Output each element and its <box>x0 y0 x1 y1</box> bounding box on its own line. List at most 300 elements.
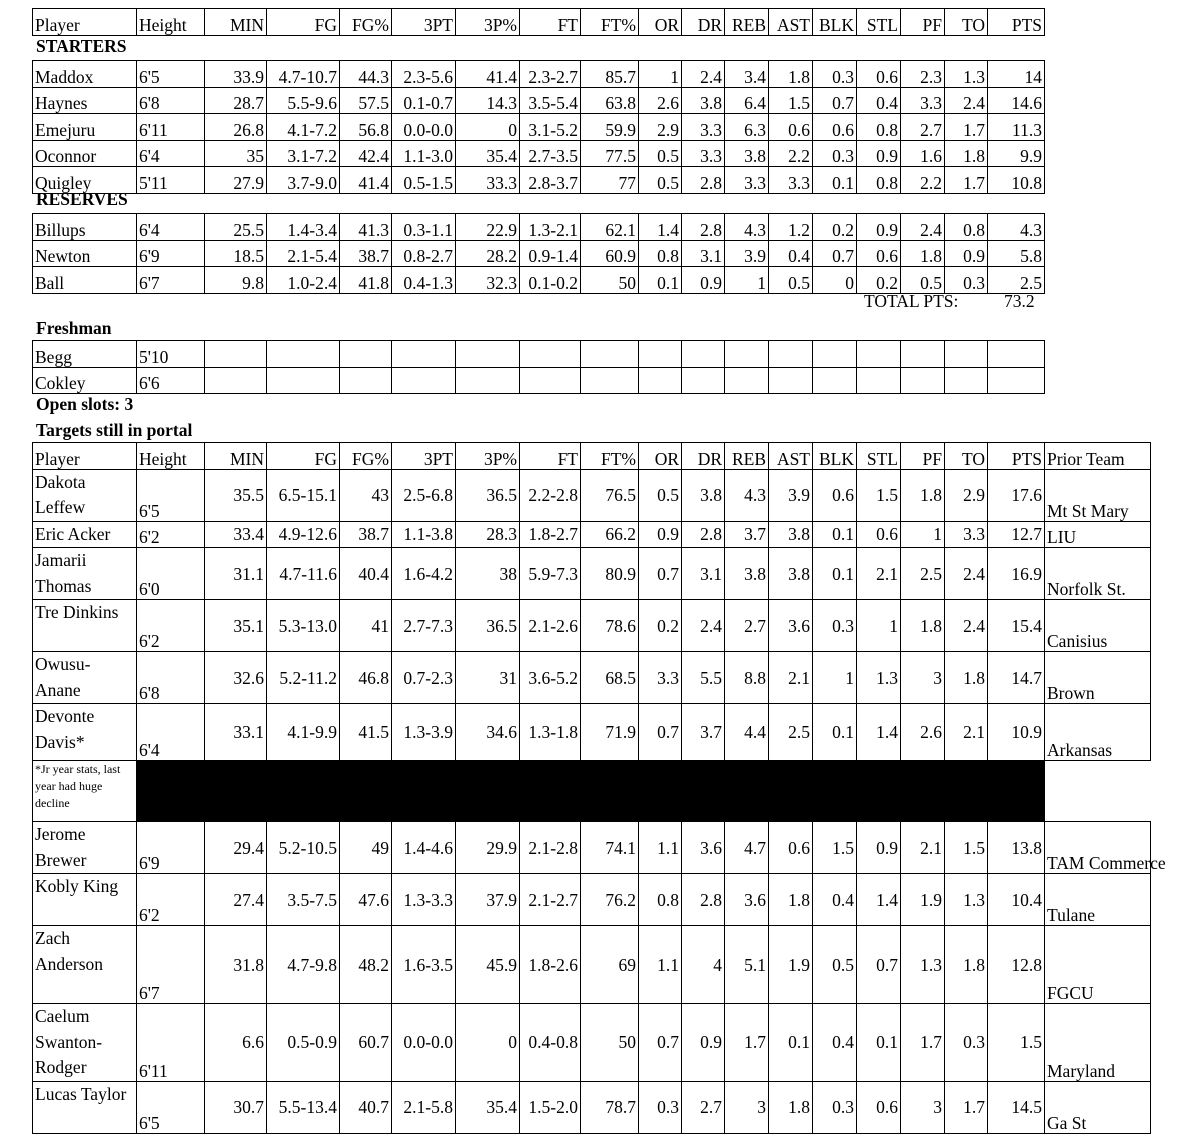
player-height: 6'9 <box>137 822 205 874</box>
table-cell: 0.6 <box>857 240 901 267</box>
table-cell: 0.6 <box>857 1081 901 1133</box>
table-cell: 0.4 <box>813 874 857 926</box>
table-cell <box>456 367 520 394</box>
table-cell: 1.8 <box>901 600 945 652</box>
target-row <box>33 469 1151 521</box>
table-cell: 3 <box>901 1081 945 1133</box>
table-cell: 1.8-2.7 <box>520 521 581 548</box>
column-header: OR <box>639 9 682 36</box>
table-cell: 1.3-3.3 <box>392 874 456 926</box>
table-cell: 25.5 <box>205 214 267 241</box>
column-header: MIN <box>205 9 267 36</box>
table-cell: 2.5 <box>769 704 813 761</box>
table-cell: 4.3 <box>988 214 1045 241</box>
table-cell: 1.1 <box>639 926 682 1004</box>
table-cell: 3.6 <box>769 600 813 652</box>
table-cell <box>392 341 456 368</box>
column-header: BLK <box>813 443 857 470</box>
table-cell <box>857 367 901 394</box>
table-cell <box>581 367 639 394</box>
player-name: Devonte Davis* <box>33 704 137 761</box>
table-cell: 35 <box>205 140 267 167</box>
table-cell: 0.7 <box>857 926 901 1004</box>
table-cell: 0.9 <box>945 240 988 267</box>
table-cell: 0.1-0.7 <box>392 87 456 114</box>
table-cell: 3.5-7.5 <box>267 874 340 926</box>
table-cell: 6'8 <box>137 87 205 114</box>
freshman-label: Freshman <box>36 318 112 338</box>
table-cell: 1 <box>857 600 901 652</box>
table-cell: 14.7 <box>988 652 1045 704</box>
table-cell <box>813 367 857 394</box>
table-cell: 35.1 <box>205 600 267 652</box>
table-cell: 1.8 <box>769 874 813 926</box>
column-header: TO <box>945 443 988 470</box>
table-cell: 1.8 <box>945 652 988 704</box>
column-header: OR <box>639 443 682 470</box>
table-cell: 1.5 <box>813 822 857 874</box>
table-cell: 0.7 <box>813 240 857 267</box>
table-cell: 2.5 <box>988 267 1045 294</box>
table-cell: 1.4 <box>639 214 682 241</box>
table-cell: 41.3 <box>340 214 392 241</box>
table-cell: 3.8 <box>725 140 769 167</box>
column-header: FT <box>520 443 581 470</box>
table-cell <box>520 341 581 368</box>
table-cell: 1.8 <box>901 240 945 267</box>
roster-table-reserves <box>32 213 1045 294</box>
roster-table-starters-rows <box>32 60 1045 194</box>
table-cell <box>769 367 813 394</box>
table-cell: 6.6 <box>205 1004 267 1082</box>
table-cell: 3.8 <box>769 548 813 600</box>
table-cell: 1.5 <box>945 822 988 874</box>
table-cell <box>945 341 988 368</box>
column-header: TO <box>945 9 988 36</box>
table-cell: 5'10 <box>137 341 205 368</box>
table-cell: 77.5 <box>581 140 639 167</box>
target-row <box>33 926 1151 1004</box>
table-cell: 33.9 <box>205 61 267 88</box>
table-cell: 1 <box>639 61 682 88</box>
table-cell: 35.4 <box>456 140 520 167</box>
table-cell: 1.5 <box>988 1004 1045 1082</box>
table-cell: 41 <box>340 600 392 652</box>
table-row <box>33 167 1045 194</box>
table-cell: 6'6 <box>137 367 205 394</box>
table-cell: 0.7 <box>639 1004 682 1082</box>
table-cell: 1.1-3.0 <box>392 140 456 167</box>
table-cell: 3.6 <box>682 822 725 874</box>
table-cell: 6'4 <box>137 140 205 167</box>
table-cell: 1.3 <box>901 926 945 1004</box>
table-cell: 3.8 <box>769 521 813 548</box>
table-cell: 0 <box>456 114 520 141</box>
table-cell <box>901 367 945 394</box>
table-cell: 3.1 <box>682 240 725 267</box>
table-cell: 0.1 <box>813 521 857 548</box>
prior-team: FGCU <box>1045 926 1151 1004</box>
table-cell: 5.5 <box>682 652 725 704</box>
table-cell: 1.5-2.0 <box>520 1081 581 1133</box>
table-cell: Haynes <box>33 87 137 114</box>
column-header: FG <box>267 9 340 36</box>
table-cell: 4.9-12.6 <box>267 521 340 548</box>
table-cell: 4.3 <box>725 469 769 521</box>
table-cell <box>340 367 392 394</box>
prior-team: Maryland <box>1045 1004 1151 1082</box>
table-cell <box>988 367 1045 394</box>
table-cell: 0.7-2.3 <box>392 652 456 704</box>
table-cell: 1.2 <box>769 214 813 241</box>
prior-team: Brown <box>1045 652 1151 704</box>
target-row <box>33 1004 1151 1082</box>
column-header: REB <box>725 9 769 36</box>
table-cell: 0.8-2.7 <box>392 240 456 267</box>
table-cell: Billups <box>33 214 137 241</box>
table-cell <box>639 341 682 368</box>
table-cell: 41.5 <box>340 704 392 761</box>
table-cell: 31.8 <box>205 926 267 1004</box>
column-header: 3P% <box>456 443 520 470</box>
table-cell: 27.4 <box>205 874 267 926</box>
column-header: STL <box>857 9 901 36</box>
table-cell: 2.5 <box>901 548 945 600</box>
table-cell: 0.4-0.8 <box>520 1004 581 1082</box>
prior-team: Mt St Mary <box>1045 469 1151 521</box>
table-cell: 0.3 <box>945 267 988 294</box>
table-cell: 29.4 <box>205 822 267 874</box>
table-cell: 1.8 <box>945 140 988 167</box>
player-height: 6'2 <box>137 874 205 926</box>
table-cell: 14.3 <box>456 87 520 114</box>
player-height: 6'7 <box>137 926 205 1004</box>
player-height: 6'8 <box>137 652 205 704</box>
player-name: Lucas Taylor <box>33 1081 137 1133</box>
open-slots-label: Open slots: 3 <box>36 394 134 414</box>
target-row <box>33 1081 1151 1133</box>
table-cell: 1.9 <box>901 874 945 926</box>
table-cell: 0 <box>456 1004 520 1082</box>
table-cell: 78.6 <box>581 600 639 652</box>
table-cell: 0.5 <box>639 140 682 167</box>
table-cell: 29.9 <box>456 822 520 874</box>
table-cell: 3 <box>725 1081 769 1133</box>
table-cell: 0.7 <box>813 87 857 114</box>
table-cell: 3.5-5.4 <box>520 87 581 114</box>
target-row <box>33 548 1151 600</box>
table-cell: 50 <box>581 1004 639 1082</box>
player-name: Jerome Brewer <box>33 822 137 874</box>
table-cell <box>267 341 340 368</box>
table-cell: 0.8 <box>857 167 901 194</box>
table-cell: 3.1-7.2 <box>267 140 340 167</box>
table-cell: 31 <box>456 652 520 704</box>
player-height: 6'5 <box>137 1081 205 1133</box>
table-cell: 6'5 <box>137 61 205 88</box>
table-cell: 2.8 <box>682 167 725 194</box>
table-row <box>33 341 1045 368</box>
target-row <box>33 600 1151 652</box>
table-cell: 43 <box>340 469 392 521</box>
table-cell: 0.5 <box>769 267 813 294</box>
table-cell: 0 <box>813 267 857 294</box>
table-cell: 1.6-4.2 <box>392 548 456 600</box>
column-header: FT% <box>581 9 639 36</box>
table-cell: 3.6 <box>725 874 769 926</box>
table-cell: 0.8 <box>945 214 988 241</box>
table-row <box>33 140 1045 167</box>
table-cell: 0.1-0.2 <box>520 267 581 294</box>
column-header: Prior Team <box>1045 443 1151 470</box>
table-cell <box>205 341 267 368</box>
table-cell: 0.7 <box>639 548 682 600</box>
table-cell: 2.2 <box>901 167 945 194</box>
table-cell: 77 <box>581 167 639 194</box>
table-cell: 0.9 <box>857 822 901 874</box>
table-cell: 5.9-7.3 <box>520 548 581 600</box>
table-cell: 0.1 <box>813 167 857 194</box>
table-cell: 1.8 <box>945 926 988 1004</box>
table-cell: 2.8-3.7 <box>520 167 581 194</box>
table-cell: 0.3 <box>813 1081 857 1133</box>
table-cell: 3.9 <box>769 469 813 521</box>
table-cell: Maddox <box>33 61 137 88</box>
table-cell: Newton <box>33 240 137 267</box>
table-cell: 3.7 <box>682 704 725 761</box>
table-cell: 0.0-0.0 <box>392 114 456 141</box>
table-cell: 4 <box>682 926 725 1004</box>
table-cell: 0.5-0.9 <box>267 1004 340 1082</box>
table-cell: 2.1 <box>945 704 988 761</box>
table-cell: 0.8 <box>857 114 901 141</box>
table-cell: 85.7 <box>581 61 639 88</box>
table-cell: 5.3-13.0 <box>267 600 340 652</box>
table-cell: 3.7-9.0 <box>267 167 340 194</box>
table-cell: 2.7 <box>901 114 945 141</box>
table-cell <box>520 367 581 394</box>
table-cell: 2.1 <box>857 548 901 600</box>
table-cell: 0.9 <box>857 214 901 241</box>
table-cell: 12.7 <box>988 521 1045 548</box>
table-cell: 41.4 <box>456 61 520 88</box>
table-cell <box>581 341 639 368</box>
table-cell <box>392 367 456 394</box>
table-cell: 69 <box>581 926 639 1004</box>
table-cell <box>857 341 901 368</box>
player-name: Tre Dinkins <box>33 600 137 652</box>
table-cell: 34.6 <box>456 704 520 761</box>
table-cell: 2.4 <box>945 600 988 652</box>
prior-team: LIU <box>1045 521 1151 548</box>
player-height: 6'4 <box>137 704 205 761</box>
player-name: Dakota Leffew <box>33 469 137 521</box>
table-cell: 11.3 <box>988 114 1045 141</box>
column-header: PTS <box>988 443 1045 470</box>
table-row <box>33 87 1045 114</box>
column-header: FG% <box>340 9 392 36</box>
table-cell: 3.3 <box>769 167 813 194</box>
table-cell: 38.7 <box>340 240 392 267</box>
table-cell: 3.7 <box>725 521 769 548</box>
table-cell: 2.4 <box>945 548 988 600</box>
table-cell: 41.8 <box>340 267 392 294</box>
table-cell: 0.6 <box>769 822 813 874</box>
table-cell: 47.6 <box>340 874 392 926</box>
prior-team: Canisius <box>1045 600 1151 652</box>
table-cell: 5.2-10.5 <box>267 822 340 874</box>
total-pts-label: TOTAL PTS: <box>864 291 959 311</box>
table-cell: 2.4 <box>682 61 725 88</box>
table-cell: 13.8 <box>988 822 1045 874</box>
table-cell: 1.4-3.4 <box>267 214 340 241</box>
table-cell: 48.2 <box>340 926 392 1004</box>
table-cell: 71.9 <box>581 704 639 761</box>
table-cell: 14 <box>988 61 1045 88</box>
table-cell: 3.8 <box>682 469 725 521</box>
table-row <box>33 240 1045 267</box>
prior-team: Tulane <box>1045 874 1151 926</box>
column-header: PF <box>901 9 945 36</box>
table-cell: 35.4 <box>456 1081 520 1133</box>
player-height: 6'2 <box>137 600 205 652</box>
table-cell: 9.9 <box>988 140 1045 167</box>
table-cell: 76.5 <box>581 469 639 521</box>
column-header: FG% <box>340 443 392 470</box>
table-cell: 80.9 <box>581 548 639 600</box>
target-row <box>33 652 1151 704</box>
table-cell: 1 <box>901 521 945 548</box>
table-cell: 1.5 <box>769 87 813 114</box>
table-cell: 0.9 <box>682 267 725 294</box>
table-cell: 2.7 <box>725 600 769 652</box>
table-cell: 0.3 <box>813 61 857 88</box>
table-cell: 45.9 <box>456 926 520 1004</box>
table-cell: 5.8 <box>988 240 1045 267</box>
table-cell: 6.5-15.1 <box>267 469 340 521</box>
targets-label: Targets still in portal <box>36 420 193 440</box>
column-header: 3PT <box>392 9 456 36</box>
table-cell: 6.3 <box>725 114 769 141</box>
column-header: Height <box>137 9 205 36</box>
table-cell: 3.1 <box>682 548 725 600</box>
table-cell: 9.8 <box>205 267 267 294</box>
column-header: FG <box>267 443 340 470</box>
table-cell: 2.8 <box>682 521 725 548</box>
table-cell: 3.1-5.2 <box>520 114 581 141</box>
table-cell: 74.1 <box>581 822 639 874</box>
table-cell: 3.3 <box>682 140 725 167</box>
table-cell <box>456 341 520 368</box>
player-name: Eric Acker <box>33 521 137 548</box>
table-cell: 4.7-9.8 <box>267 926 340 1004</box>
table-cell: 0.6 <box>813 114 857 141</box>
table-cell <box>988 341 1045 368</box>
table-cell: 5.1 <box>725 926 769 1004</box>
table-cell: 0.5 <box>813 926 857 1004</box>
column-header: FT% <box>581 443 639 470</box>
player-height: 6'0 <box>137 548 205 600</box>
table-cell: 0.5-1.5 <box>392 167 456 194</box>
table-cell: 1.1-3.8 <box>392 521 456 548</box>
redacted-block <box>137 761 1045 822</box>
table-cell: 2.7 <box>682 1081 725 1133</box>
table-cell: 6'7 <box>137 267 205 294</box>
table-cell: 31.1 <box>205 548 267 600</box>
table-cell: 0.1 <box>857 1004 901 1082</box>
table-cell: 3.3 <box>682 114 725 141</box>
table-cell: 3.9 <box>725 240 769 267</box>
table-cell: 0.2 <box>639 600 682 652</box>
table-cell: 0.9 <box>857 140 901 167</box>
table-cell: 2.1-2.6 <box>520 600 581 652</box>
table-cell: 44.3 <box>340 61 392 88</box>
table-cell: 1.3 <box>945 874 988 926</box>
table-cell: 0.2 <box>857 267 901 294</box>
table-cell: 0.5 <box>639 469 682 521</box>
table-cell: 16.9 <box>988 548 1045 600</box>
column-header: Player <box>33 443 137 470</box>
table-cell: 2.2 <box>769 140 813 167</box>
target-row <box>33 822 1151 874</box>
table-cell: 1.7 <box>901 1004 945 1082</box>
table-cell: 1.8-2.6 <box>520 926 581 1004</box>
table-cell: 4.7 <box>725 822 769 874</box>
table-cell: 3.3 <box>945 521 988 548</box>
table-cell: 42.4 <box>340 140 392 167</box>
targets-header-row <box>33 443 1151 470</box>
freshman-table <box>32 340 1045 394</box>
table-cell: 0.6 <box>769 114 813 141</box>
table-cell: 0.4 <box>813 1004 857 1082</box>
table-cell: 1 <box>725 267 769 294</box>
column-header: STL <box>857 443 901 470</box>
column-header: PTS <box>988 9 1045 36</box>
table-cell: 18.5 <box>205 240 267 267</box>
table-cell: 2.4 <box>682 600 725 652</box>
table-row <box>33 214 1045 241</box>
table-cell: Cokley <box>33 367 137 394</box>
table-cell: 5.5-13.4 <box>267 1081 340 1133</box>
table-cell: 0.9-1.4 <box>520 240 581 267</box>
table-cell: 56.8 <box>340 114 392 141</box>
table-cell: 2.3-2.7 <box>520 61 581 88</box>
table-cell: 5.2-11.2 <box>267 652 340 704</box>
table-cell: 37.9 <box>456 874 520 926</box>
table-cell <box>639 367 682 394</box>
table-cell <box>901 341 945 368</box>
table-cell: 30.7 <box>205 1081 267 1133</box>
table-cell: 1.1 <box>639 822 682 874</box>
portal-targets-table <box>32 442 1166 1134</box>
table-cell: 33.4 <box>205 521 267 548</box>
table-cell: 60.9 <box>581 240 639 267</box>
table-cell: 1.7 <box>725 1004 769 1082</box>
column-header: Player <box>33 9 137 36</box>
column-header: PF <box>901 443 945 470</box>
total-pts-value: 73.2 <box>1004 291 1035 311</box>
table-cell: 1.4-4.6 <box>392 822 456 874</box>
prior-team: Norfolk St. <box>1045 548 1151 600</box>
table-cell: 35.5 <box>205 469 267 521</box>
column-header: AST <box>769 443 813 470</box>
table-cell: 1.8 <box>901 469 945 521</box>
player-name: Owusu-Anane <box>33 652 137 704</box>
roster-table-starters <box>32 8 1045 36</box>
table-cell: 14.6 <box>988 87 1045 114</box>
table-cell: 2.1 <box>901 822 945 874</box>
table-cell: 0.7 <box>639 704 682 761</box>
